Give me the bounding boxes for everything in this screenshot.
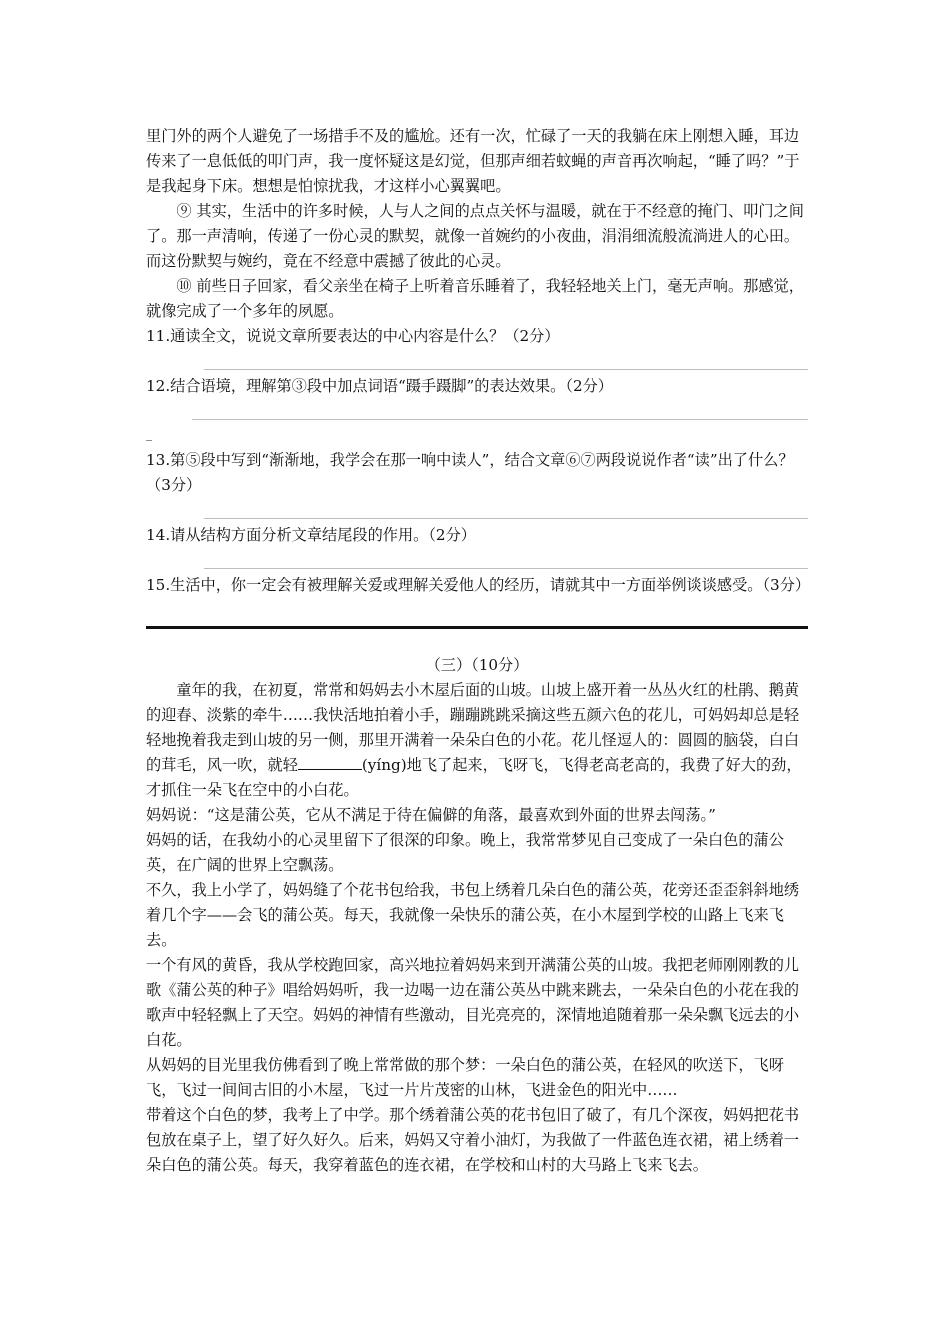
section-3-paragraph-4: 不久，我上小学了，妈妈缝了个花书包给我，书包上绣着几朵白色的蒲公英，花旁还歪歪斜斜地绣着几个字——会飞的蒲公英。每天，我就像一朵快乐的蒲公英，在小木屋到学校的山路上飞来飞去。 (146, 881, 800, 949)
section-3-paragraph-2: 妈妈说：“这是蒲公英，它从不满足于待在偏僻的角落，最喜欢到外面的世界去闯荡。” (146, 806, 716, 824)
question-13: 13.第⑤段中写到“渐渐地，我学会在那一响中读人”，结合文章⑥⑦两段说说作者“读”出了什么？（3分） (146, 451, 794, 494)
passage-paragraph-9: ⑨ 其实，生活中的许多时候，人与人之间的点点关怀与温暖，就在于不经意的掩门、叩门之间了。那一声清响，传递了一份心灵的默契，就像一首婉约的小夜曲，涓涓细流般流淌进人的心田。而这份默契与婉约，竟在不经意中震撼了彼此的心灵。 (146, 202, 804, 270)
question-14: 14.请从结构方面分析文章结尾段的作用。（2分） (146, 526, 476, 544)
paragraph-1-text-a: 童年的我，在初夏，常常和妈妈去小木屋后面的山坡。山坡上盛开着一丛丛火红的杜鹃、鹅黄的迎春、淡紫的牵牛……我快活地拍着小手，蹦蹦跳跳采摘这些五颜六色的花儿，可妈妈却总是轻轻地挽着我走到山坡的另一侧，那里开满着一朵朵白色的小花。花儿怪逗人的：圆圆的脑袋，白白的茸毛，风一吹，就轻 (146, 681, 800, 774)
answer-space-15[interactable] (146, 598, 808, 626)
fill-blank-ying[interactable] (298, 755, 362, 770)
section-3-paragraph-6: 从妈妈的目光里我仿佛看到了晚上常常做的那个梦：一朵白色的蒲公英，在轻风的吹送下，飞呀飞，飞过一间间古旧的小木屋，飞过一片片茂密的山林，飞进金色的阳光中…… (146, 1056, 784, 1099)
section-divider (146, 626, 808, 629)
section-3-title: （三）（10分） (425, 656, 529, 674)
paragraph-1-text-b: 地飞了起来，飞呀飞，飞得老高老高的，我费了好大的劲，才抓住一朵飞在空中的小白花。 (146, 756, 802, 799)
stray-mark: _ (146, 427, 152, 441)
section-3-paragraph-3: 妈妈的话，在我幼小的心灵里留下了很深的印象。晚上，我常常梦见自己变成了一朵白色的蒲公英，在广阔的世界上空飘荡。 (146, 831, 784, 874)
answer-line-14[interactable] (204, 548, 808, 569)
passage-paragraph-8-end: 里门外的两个人避免了一场措手不及的尴尬。还有一次，忙碌了一天的我躺在床上刚想入睡，耳边传来了一息低低的叩门声，我一度怀疑这是幻觉，但那声细若蚊蝇的声音再次响起，“睡了吗？”于是我起身下床。想想是怕惊扰我，才这样小心翼翼吧。 (146, 127, 800, 195)
passage-paragraph-10: ⑩ 前些日子回家，看父亲坐在椅子上听着音乐睡着了，我轻轻地关上门，毫无声响。那感觉，就像完成了一个多年的夙愿。 (146, 277, 804, 320)
section-3-paragraph-7: 带着这个白色的梦，我考上了中学。那个绣着蒲公英的花书包旧了破了，有几个深夜，妈妈把花书包放在桌子上，望了好久好久。后来，妈妈又守着小油灯，为我做了一件蓝色连衣裙，裙上绣着一朵白色的蒲公英。每天，我穿着蓝色的连衣裙，在学校和山村的大马路上飞来飞去。 (146, 1106, 800, 1174)
question-11: 11.通读全文，说说文章所要表达的中心内容是什么？（2分） (146, 327, 560, 345)
question-15: 15.生活中，你一定会有被理解关爱或理解关爱他人的经历，请就其中一方面举例谈谈感受。（3分） (146, 576, 811, 594)
answer-line-11[interactable] (204, 349, 808, 370)
answer-line-12[interactable] (192, 399, 808, 420)
section-3-paragraph-1 (146, 678, 808, 803)
answer-line-13[interactable] (204, 498, 808, 519)
page-content (146, 124, 811, 1178)
section-3-paragraph-5: 一个有风的黄昏，我从学校跑回家，高兴地拉着妈妈来到开满蒲公英的山坡。我把老师刚刚教的儿歌《蒲公英的种子》唱给妈妈听，我一边喝一边在蒲公英丛中跳来跳去，一朵朵白色的小花在我的歌声中轻轻飘上了天空。妈妈的神情有些激动，目光亮亮的，深情地追随着那一朵朵飘飞远去的小白花。 (146, 956, 800, 1049)
question-12: 12.结合语境，理解第③段中加点词语“蹑手蹑脚”的表达效果。（2分） (146, 377, 613, 395)
pinyin-hint: (yíng) (361, 756, 407, 774)
